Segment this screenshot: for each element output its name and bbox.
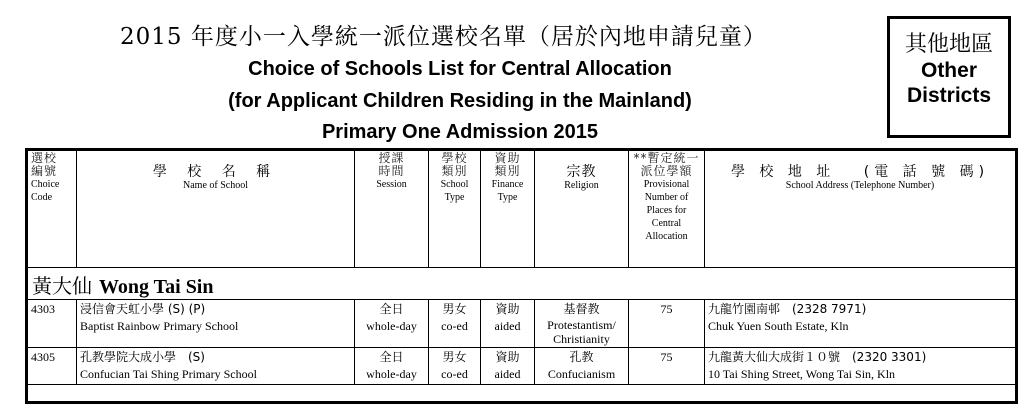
col-header-religion: 宗教 Religion <box>535 150 629 268</box>
district-box <box>887 16 1011 138</box>
col-header-name: 學 校 名 稱 Name of School <box>77 150 355 268</box>
school-name: 孔教學院大成小學 (S) Confucian Tai Shing Primary School <box>77 348 355 385</box>
school-places: 75 <box>629 348 705 385</box>
school-type: 男女 co-ed <box>429 348 481 385</box>
school-address: 九龍黃大仙大成街１０號 (2320 3301) 10 Tai Shing Street, Wong Tai Sin, Kln <box>705 348 1017 385</box>
title-english-line-1: Choice of Schools List for Central Allocation <box>248 58 672 80</box>
school-finance: 資助 aided <box>481 348 535 385</box>
district-box-en-2: Districts <box>906 84 992 107</box>
school-finance: 資助 aided <box>481 300 535 348</box>
table-row-cutoff <box>27 385 1017 403</box>
title-english-line-2: (for Applicant Children Residing in the Mainland) <box>228 90 692 112</box>
school-places: 75 <box>629 300 705 348</box>
school-address: 九龍竹園南邨 (2328 7971) Chuk Yuen South Estate, Kln <box>705 300 1017 348</box>
district-box-en-1: Other <box>920 59 977 82</box>
school-code: 4305 <box>27 348 77 385</box>
table-row <box>27 348 1017 385</box>
schools-table <box>25 148 1018 404</box>
table-header-row <box>27 150 1017 268</box>
table-row <box>27 300 1017 348</box>
school-session: 全日 whole-day <box>355 348 429 385</box>
school-name: 浸信會天虹小學 (S) (P) Baptist Rainbow Primary School <box>77 300 355 348</box>
col-header-code: 選校 編號 Choice Code <box>27 150 77 268</box>
school-religion: 基督教 Protestantism/ Christianity <box>535 300 629 348</box>
district-row <box>27 268 1017 300</box>
title-english-line-3: Primary One Admission 2015 <box>321 121 599 143</box>
col-header-finance: 資助 類別 Finance Type <box>481 150 535 268</box>
col-header-places: **暫定統一 派位學額 Provisional Number of Places for Central Allocation <box>629 150 705 268</box>
district-name-en: Wong Tai Sin <box>98 276 214 298</box>
col-header-session: 授課 時間 Session <box>355 150 429 268</box>
title-chinese: 2015 年度小一入學統一派位選校名單（居於內地申請兒童） <box>120 24 767 50</box>
district-name-cn: 黃大仙 <box>32 274 92 298</box>
district-box-cn: 其他地區 <box>904 32 993 57</box>
school-session: 全日 whole-day <box>355 300 429 348</box>
col-header-address: 學 校 地 址 (電 話 號 碼) School Address (Telephone Number) <box>705 150 1017 268</box>
school-type: 男女 co-ed <box>429 300 481 348</box>
school-religion: 孔教 Confucianism <box>535 348 629 385</box>
col-header-school-type: 學校 類別 School Type <box>429 150 481 268</box>
school-code: 4303 <box>27 300 77 348</box>
